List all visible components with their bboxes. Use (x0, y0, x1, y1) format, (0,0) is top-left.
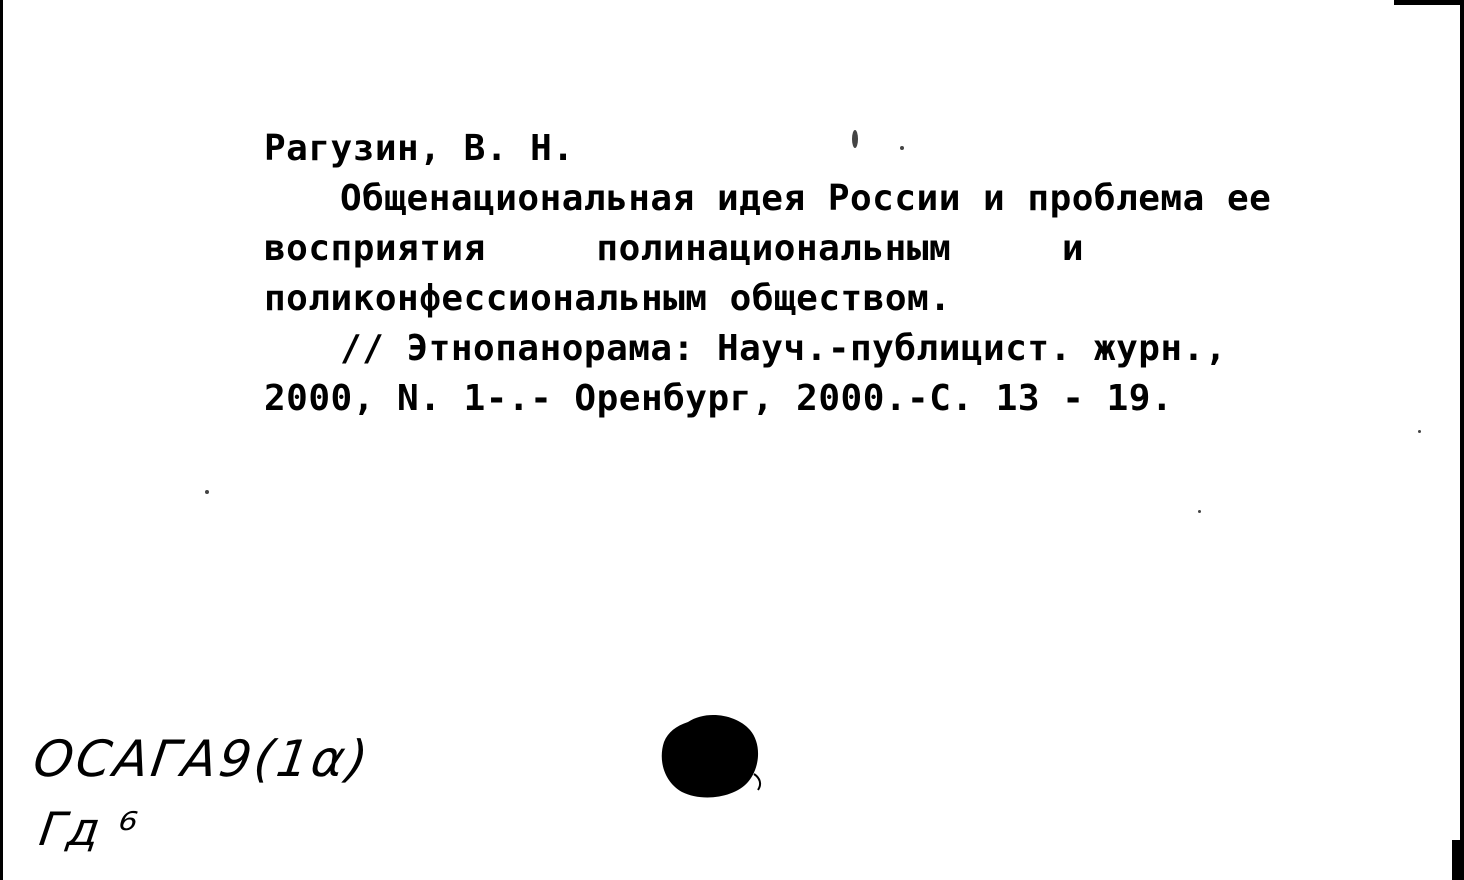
record-title-word-3: и (1061, 228, 1084, 269)
handwritten-shelfmark: ОСАГА9(1α) (29, 730, 375, 788)
record-title-word-1: восприятия (264, 228, 486, 269)
card-bottom-edge (1452, 840, 1464, 880)
paper-speck (205, 490, 209, 494)
record-source-line-2: 2000, N. 1-.- Оренбург, 2000.-С. 13 - 19. (264, 378, 1174, 419)
record-author: Рагузин, В. Н. (264, 128, 575, 169)
punch-hole-icon (658, 712, 764, 802)
handwritten-code: Гд ⁶ (36, 802, 143, 856)
card-right-edge (1460, 0, 1464, 880)
record-title-line-1: Общенациональная идея России и проблема ее (340, 178, 1272, 219)
paper-speck (900, 146, 904, 150)
record-source-line-1: // Этнопанорама: Науч.-публицист. журн., (340, 328, 1227, 369)
record-title-line-2 (264, 224, 1084, 274)
bibliographic-record (264, 124, 1374, 424)
record-title-word-2: полинациональным (596, 228, 952, 269)
card-top-edge (1394, 0, 1464, 5)
paper-speck (852, 130, 858, 148)
record-title-line-3: поликонфессиональным обществом. (264, 278, 952, 319)
paper-speck (1418, 430, 1421, 433)
paper-speck (1198, 510, 1201, 513)
card-left-edge (0, 0, 3, 880)
